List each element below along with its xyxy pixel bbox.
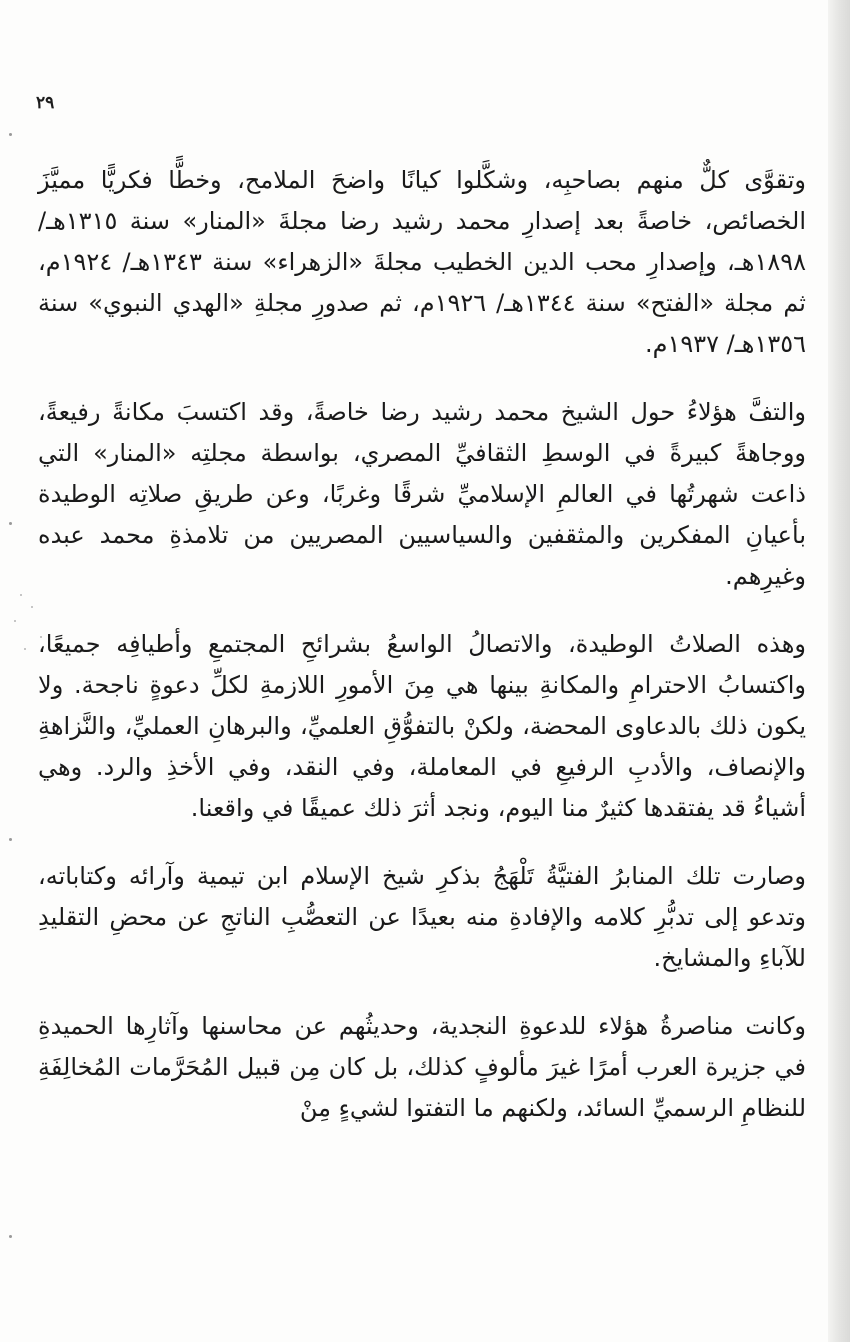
scan-speckle	[24, 648, 26, 650]
paragraph: وهذه الصلاتُ الوطيدة، والاتصالُ الواسعُ بشرائحِ المجتمعِ وأطيافِه جميعًا، واكتسابُ الاحترامِ والمكانةِ بينها هي مِنَ الأمورِ اللازمةِ لكلِّ دعوةٍ ناجحة. ولا يكون ذلك بالدعاوى المحضة، ولكنْ بالتفوُّقِ العلميِّ، والبرهانِ العمليِّ، والنَّزاهةِ والإنصاف، والأدبِ الرفيعِ في المعاملة، وفي النقد، وفي الأخذِ والرد. وهي أشياءُ قد يفتقدها كثيرٌ منا اليوم، ونجد أثرَ ذلك عميقًا في واقعنا.	[38, 630, 806, 822]
scan-speckle	[31, 606, 33, 608]
paragraph: وتقوَّى كلٌّ منهم بصاحبِه، وشكَّلوا كيانًا واضحَ الملامح، وخطًّا فكريًّا مميَّزَ الخصائص، خاصةً بعد إصدارِ محمد رشيد رضا مجلةَ «المنار» سنة ١٣١٥هـ/١٨٩٨هـ، وإصدارِ محب الدين الخطيب مجلةَ «الزهراء» سنة ١٣٤٣هـ/ ١٩٢٤م، ثم مجلة «الفتح» سنة ١٣٤٤هـ/ ١٩٢٦م، ثم صدورِ مجلةِ «الهدي النبوي» سنة ١٣٥٦هـ/ ١٩٣٧م.	[38, 166, 807, 358]
paragraph: والتفَّ هؤلاءُ حول الشيخ محمد رشيد رضا خاصةً، وقد اكتسبَ مكانةً رفيعةً، ووجاهةً كبيرةً في الوسطِ الثقافيِّ المصري، بواسطة مجلتِه «المنار» التي ذاعت شهرتُها في العالمِ الإسلاميِّ شرقًا وغربًا، وعن طريقِ صلاتِه الوطيدة بأعيانِ المفكرين والمثقفين والسياسيين المصريين من تلامذةِ محمد عبده وغيرِهم.	[38, 398, 806, 590]
margin-mark	[9, 1235, 12, 1238]
margin-mark	[9, 838, 12, 841]
body-text	[38, 160, 806, 1156]
scan-speckle	[20, 594, 22, 596]
paragraph: وصارت تلك المنابرُ الفتيَّةُ تَلْهَجُ بذكرِ شيخ الإسلام ابن تيمية وآرائه وكتاباته، وتدعو إلى تدبُّرِ كلامه والإفادةِ منه بعيدًا عن التعصُّبِ الناتجِ عن محضِ التقليدِ للآباءِ والمشايخ.	[38, 862, 806, 972]
page-number: ٢٩	[36, 93, 55, 113]
paragraph: وكانت مناصرةُ هؤلاء للدعوةِ النجدية، وحديثُهم عن محاسنها وآثارِها الحميدةِ في جزيرة العرب أمرًا غيرَ مألوفٍ كذلك، بل كان مِن قبيل المُحَرَّمات المُخالِفَةِ للنظامِ الرسميِّ السائد، ولكنهم ما التفتوا لشيءٍ مِنْ	[38, 1012, 806, 1122]
margin-mark	[9, 522, 12, 525]
page-binding-edge	[828, 0, 850, 1342]
margin-mark	[9, 133, 12, 136]
scan-speckle	[14, 620, 16, 622]
